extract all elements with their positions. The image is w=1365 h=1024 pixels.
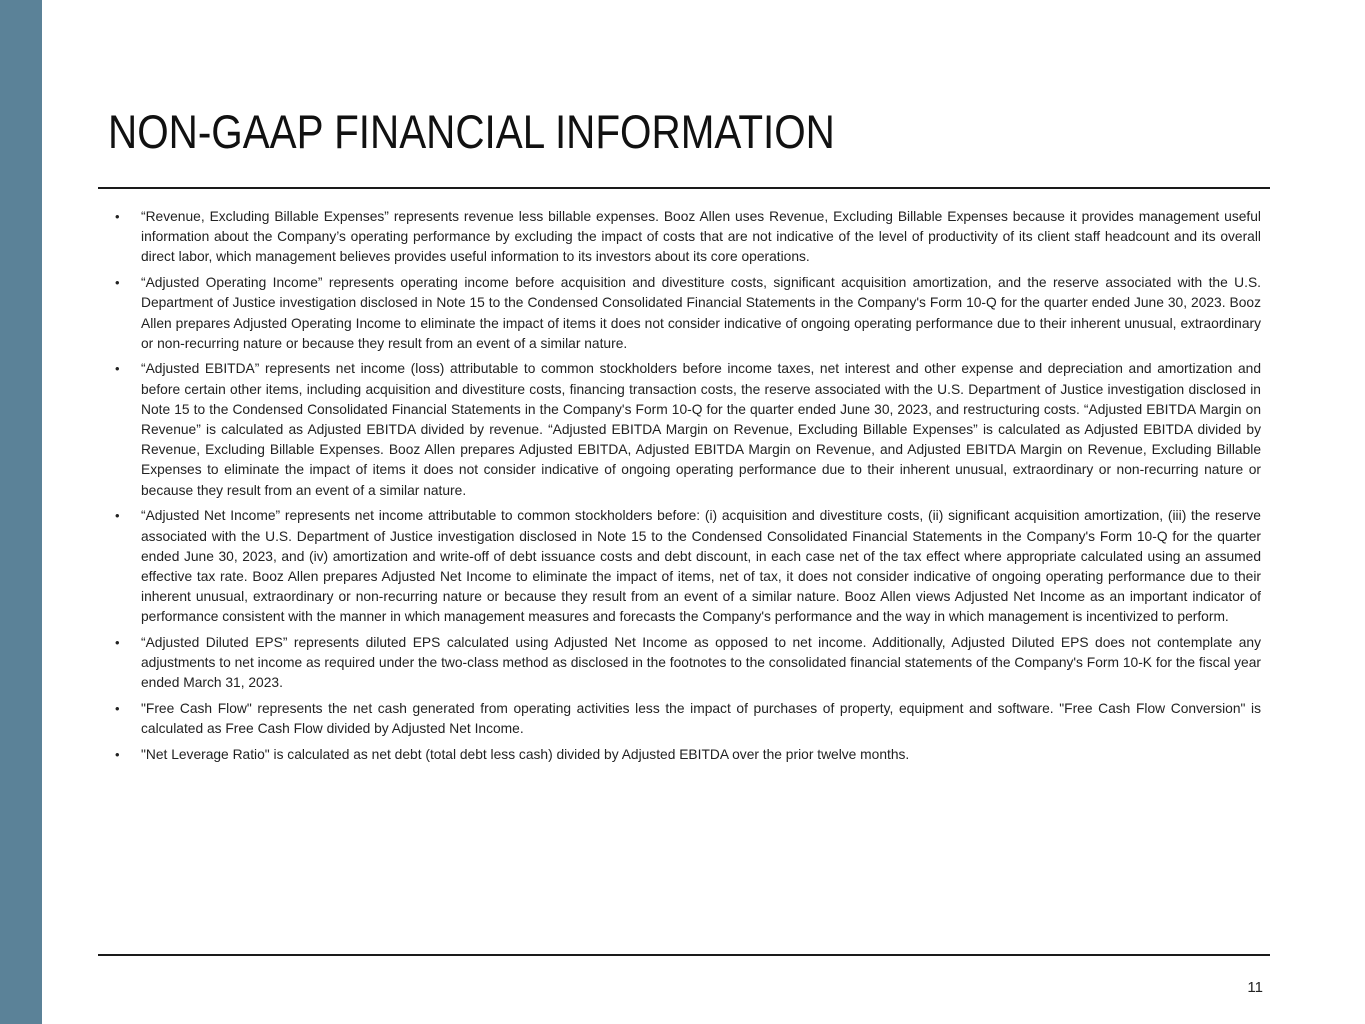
list-item-adjusted-ebitda (112, 359, 1261, 500)
side-accent-bar (0, 0, 42, 1024)
list-item-text: “Adjusted Net Income” represents net income attributable to common stockholders before: (i) acquisition and divestiture costs, (ii) significant acquisition amortization, (iii) the reserve associated with the U.S. Department of Justice investigation disclosed in Note 15 to the Condensed Consolidated Financial Statements in the Company's Form 10-Q for the quarter ended June 30, 2023, and (iv) amortization and write-off of debt issuance costs and debt discount, in each case net of the tax effect where appropriate calculated using an assumed effective tax rate. Booz Allen prepares Adjusted Net Income to eliminate the impact of items, net of tax, it does not consider indicative of ongoing operating performance due to their inherent unusual, extraordinary or non-recurring nature or because they result from an event of a similar nature. Booz Allen views Adjusted Net Income as an important indicator of performance consistent with the manner in which management measures and forecasts the Company's performance and the way in which management is incentivized to perform. (141, 508, 1261, 625)
definitions-list (112, 207, 1261, 771)
bullet-icon: • (115, 701, 120, 717)
slide-title: NON-GAAP FINANCIAL INFORMATION (108, 105, 835, 158)
list-item-net-leverage-ratio (112, 745, 1261, 765)
bullet-icon: • (115, 361, 120, 377)
bullet-icon: • (115, 635, 120, 651)
list-item-free-cash-flow (112, 699, 1261, 739)
bullet-icon: • (115, 747, 120, 763)
list-item-text: “Adjusted Operating Income” represents operating income before acquisition and divestiture costs, significant acquisition amortization, and the reserve associated with the U.S. Department of Justice investigation disclosed in Note 15 to the Condensed Consolidated Financial Statements in the Company's Form 10-Q for the quarter ended June 30, 2023. Booz Allen prepares Adjusted Operating Income to eliminate the impact of items it does not consider indicative of ongoing operating performance due to their inherent unusual, extraordinary or non-recurring nature or because they result from an event of a similar nature. (141, 275, 1261, 351)
bullet-icon: • (115, 209, 120, 224)
bullet-icon: • (115, 508, 120, 524)
list-item-adjusted-operating-income (112, 273, 1261, 354)
list-item-adjusted-diluted-eps (112, 633, 1261, 694)
list-item-text: “Adjusted Diluted EPS” represents diluted EPS calculated using Adjusted Net Income as opposed to net income. Additionally, Adjusted Diluted EPS does not contemplate any adjustments to net income as required under the two-class method as disclosed in the footnotes to the consolidated financial statements of the Company's Form 10-K for the fiscal year ended March 31, 2023. (141, 635, 1261, 691)
list-item-text: “Adjusted EBITDA” represents net income (loss) attributable to common stockholders before income taxes, net interest and other expense and depreciation and amortization and before certain other items, including acquisition and divestiture costs, financing transaction costs, the reserve associated with the U.S. Department of Justice investigation disclosed in Note 15 to the Condensed Consolidated Financial Statements in the Company's Form 10-Q for the quarter ended June 30, 2023, and restructuring costs. “Adjusted EBITDA Margin on Revenue” is calculated as Adjusted EBITDA divided by revenue. “Adjusted EBITDA Margin on Revenue, Excluding Billable Expenses” is calculated as Adjusted EBITDA divided by Revenue, Excluding Billable Expenses. Booz Allen prepares Adjusted EBITDA, Adjusted EBITDA Margin on Revenue, and Adjusted EBITDA Margin on Revenue, Excluding Billable Expenses to eliminate the impact of items it does not consider indicative of ongoing operating performance due to their inherent unusual, extraordinary or non-recurring nature or because they result from an event of a similar nature. (141, 361, 1261, 498)
bullet-icon: • (115, 275, 120, 291)
list-item-adjusted-net-income (112, 506, 1261, 627)
list-item-text: "Free Cash Flow" represents the net cash generated from operating activities less the impact of purchases of property, equipment and software. "Free Cash Flow Conversion" is calculated as Free Cash Flow divided by Adjusted Net Income. (141, 701, 1261, 737)
title-divider (98, 187, 1270, 189)
list-item-text: “Revenue, Excluding Billable Expenses” represents revenue less billable expenses. Booz Allen uses Revenue, Excluding Billable Expenses because it provides management useful information about the Company’s operating performance by excluding the impact of costs that are not indicative of the level of productivity of its client staff headcount and its overall direct labor, which management believes provides useful information to its investors about its core operations. (141, 209, 1261, 265)
list-item-text: "Net Leverage Ratio" is calculated as net debt (total debt less cash) divided by Adjusted EBITDA over the prior twelve months. (141, 747, 910, 763)
footer-divider (98, 954, 1270, 956)
page-number: 11 (1247, 979, 1263, 996)
list-item-revenue-excluding-billable (112, 207, 1261, 268)
